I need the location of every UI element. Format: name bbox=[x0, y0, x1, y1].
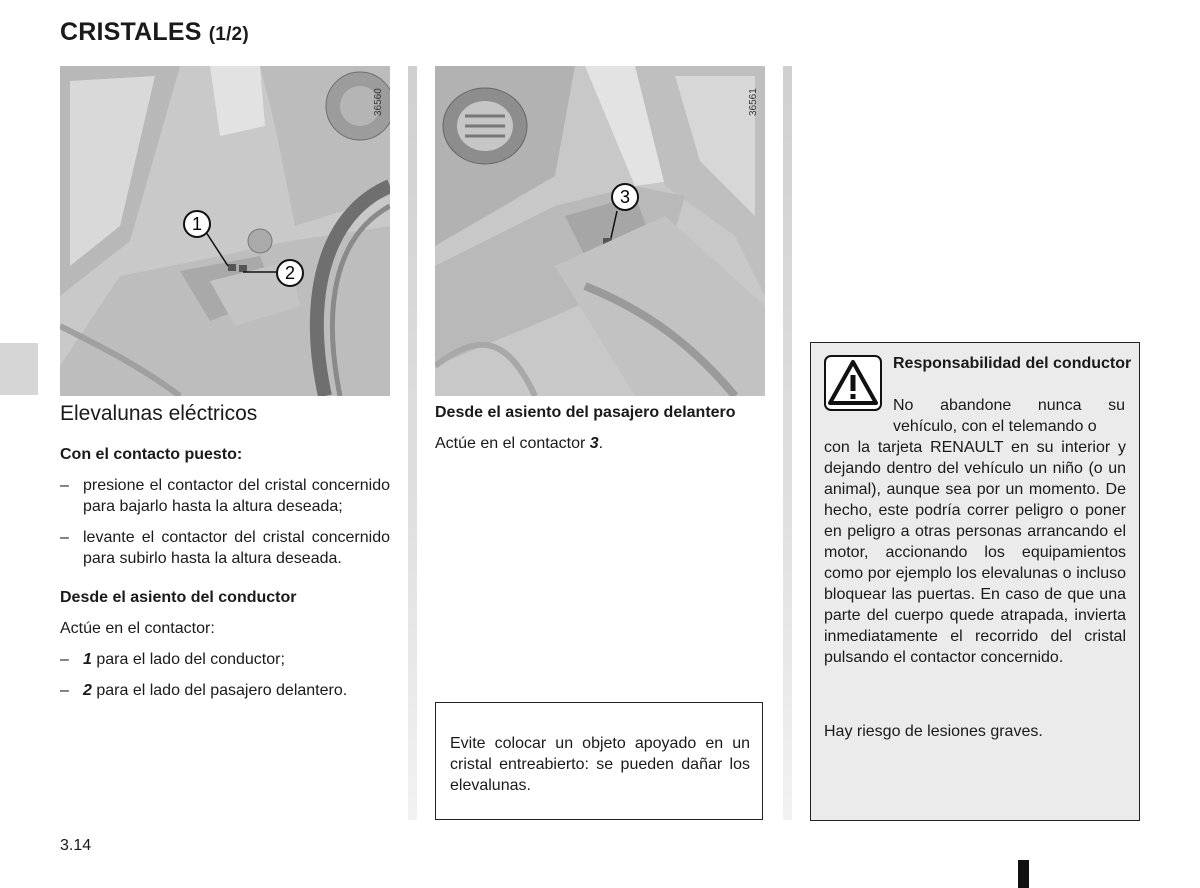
subheading-contact-on: Con el contacto puesto: bbox=[60, 446, 243, 463]
list-item bbox=[60, 649, 390, 670]
column-left bbox=[60, 400, 390, 719]
list-item bbox=[60, 680, 390, 701]
figure-code bbox=[370, 72, 384, 116]
warning-conclusion: Hay riesgo de lesiones graves. bbox=[824, 723, 1043, 740]
switch-ref: 2 bbox=[83, 682, 92, 699]
warning-triangle-icon bbox=[824, 355, 882, 411]
page-edge-marker bbox=[1018, 860, 1029, 888]
note-text: Evite colocar un objeto apoyado en un cristal entreabierto: se pueden dañar los elevalunas. bbox=[450, 735, 750, 794]
page-number: 3.14 bbox=[60, 837, 92, 854]
subheading-driver-seat: Desde el asiento del conductor bbox=[60, 589, 297, 606]
figure-code-text: 36560 bbox=[373, 88, 384, 116]
paragraph-text: Actúe en el contactor bbox=[435, 435, 590, 452]
callout-1 bbox=[182, 209, 212, 239]
figure-passenger-switch bbox=[435, 66, 765, 396]
figure-driver-switches bbox=[60, 66, 390, 396]
figure-code-text: 36561 bbox=[748, 88, 759, 116]
page-title bbox=[60, 18, 249, 47]
column-middle bbox=[435, 402, 765, 464]
paragraph-end: . bbox=[598, 435, 604, 452]
callout-2 bbox=[275, 258, 305, 288]
svg-text:1: 1 bbox=[191, 214, 203, 234]
callout-3 bbox=[610, 182, 640, 212]
column-divider bbox=[408, 66, 417, 820]
svg-text:3: 3 bbox=[619, 187, 631, 207]
chapter-tab bbox=[0, 343, 38, 395]
section-heading: Elevalunas eléctricos bbox=[60, 402, 258, 425]
figure-code bbox=[745, 72, 759, 116]
list-item-text: para el lado del conductor; bbox=[91, 651, 285, 668]
subheading-passenger-seat: Desde el asiento del pasajero delantero bbox=[435, 404, 736, 421]
switch-list bbox=[60, 649, 390, 701]
list-item: – levante el contactor del cristal concernido para subirlo hasta la altura deseada. bbox=[60, 527, 390, 569]
paragraph bbox=[435, 433, 765, 454]
warning-text: con la tarjeta RENAULT en su interior y dejando dentro del vehículo un niño (o un animal), aunque sea por un momento. De hecho, este podría correr peligro o poner en peligro a otras personas arrancando el motor, accionando los equipamientos como por ejemplo los elevalunas o incluso bloquear las puertas. En caso de que una parte del cuerpo quede atrapada, invierta inmediatamente el recorrido del cristal pulsando el contactor concernido. bbox=[824, 439, 1126, 666]
column-divider bbox=[783, 66, 792, 820]
svg-text:2: 2 bbox=[284, 263, 296, 283]
instruction-list bbox=[60, 475, 390, 569]
switch-ref: 1 bbox=[83, 651, 92, 668]
page-title-main: CRISTALES bbox=[60, 18, 202, 46]
list-item-text: para el lado del pasajero delantero. bbox=[91, 682, 348, 699]
warning-text: No abandone nunca su vehículo, con el telemando o bbox=[893, 397, 1125, 435]
driver-door-illustration bbox=[60, 66, 390, 396]
paragraph: Actúe en el contactor: bbox=[60, 620, 215, 637]
page-title-part: (1/2) bbox=[208, 24, 249, 45]
note-box bbox=[435, 702, 763, 820]
switch-ref: 3 bbox=[589, 435, 599, 452]
list-item: – presione el contactor del cristal concernido para bajarlo hasta la altura deseada; bbox=[60, 475, 390, 517]
warning-box bbox=[810, 342, 1140, 821]
passenger-door-illustration bbox=[435, 66, 765, 396]
warning-title: Responsabilidad del conductor bbox=[893, 355, 1132, 372]
